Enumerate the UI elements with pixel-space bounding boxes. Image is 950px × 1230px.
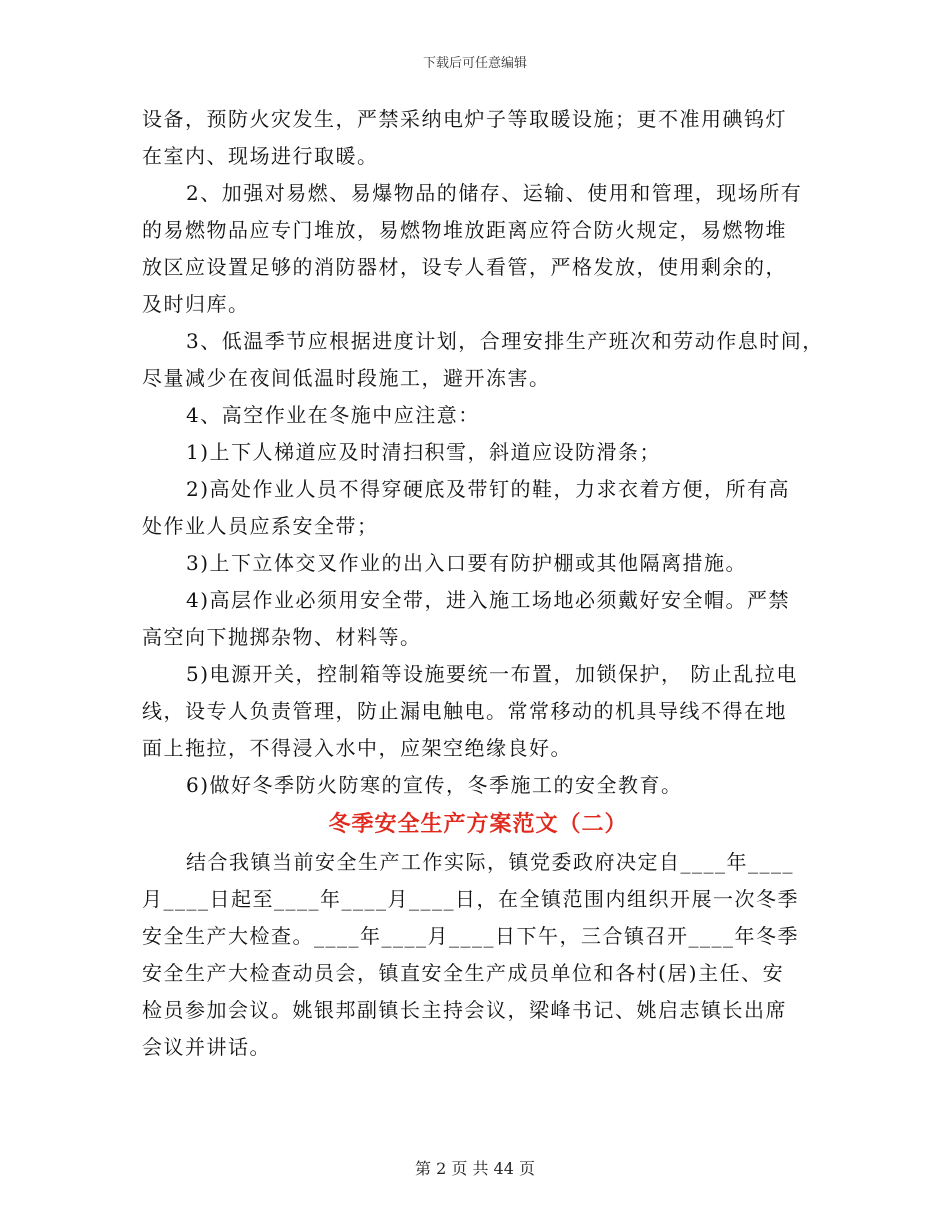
paragraph-start: 4、高空作业在冬施中应注意： xyxy=(186,403,480,427)
text-line: 线，设专人负责管理，防止漏电触电。常常移动的机具导线不得在地 xyxy=(142,699,787,723)
list-item: 2)高处作业人员不得穿硬底及带钉的鞋，力求衣着方便，所有高 xyxy=(186,477,791,501)
list-item: 1)上下人梯道应及时清扫积雪，斜道应设防滑条； xyxy=(186,440,662,464)
text-line: 处作业人员应系安全带； xyxy=(142,514,379,538)
text-line: 放区应设置足够的消防器材，设专人看管，严格发放，使用剩余的， xyxy=(142,255,787,279)
text-line: 会议并讲话。 xyxy=(142,1035,271,1059)
text-line: 设备，预防火灾发生，严禁采纳电炉子等取暖设施；更不准用碘钨灯 xyxy=(142,107,787,131)
list-item: 3)上下立体交叉作业的出入口要有防护棚或其他隔离措施。 xyxy=(186,551,748,575)
page-number: 第 2 页 共 44 页 xyxy=(415,1159,535,1178)
text-line: 安全生产大检查。____年____月____日下午，三合镇召开____年冬季 xyxy=(142,924,799,948)
paragraph-start: 2、加强对易燃、易爆物品的储存、运输、使用和管理，现场所有 xyxy=(186,181,803,205)
list-item: 6)做好冬季防火防寒的宣传，冬季施工的安全教育。 xyxy=(186,773,683,797)
text-line: 高空向下抛掷杂物、材料等。 xyxy=(142,625,422,649)
section-title: 冬季安全生产方案范文（二） xyxy=(328,811,628,837)
document-body xyxy=(142,101,824,1066)
text-line: 及时归库。 xyxy=(142,292,250,316)
text-line: 安全生产大检查动员会，镇直安全生产成员单位和各村(居)主任、安 xyxy=(142,961,785,985)
paragraph-start: 3、低温季节应根据进度计划，合理安排生产班次和劳动作息时间， xyxy=(186,329,824,353)
text-line: 的易燃物品应专门堆放，易燃物堆放距离应符合防火规定，易燃物堆 xyxy=(142,218,787,242)
text-line: 在室内、现场进行取暖。 xyxy=(142,144,379,168)
text-line: 面上拖拉，不得浸入水中，应架空绝缘良好。 xyxy=(142,736,572,760)
text-line: 检员参加会议。姚银邦副镇长主持会议，梁峰书记、姚启志镇长出席 xyxy=(142,998,787,1022)
text-line: 尽量减少在夜间低温时段施工，避开冻害。 xyxy=(142,366,551,390)
paragraph-start: 结合我镇当前安全生产工作实际，镇党委政府决定自____年____ xyxy=(186,850,794,874)
list-item: 5)电源开关，控制箱等设施要统一布置，加锁保护， 防止乱拉电 xyxy=(186,662,798,686)
list-item: 4)高层作业必须用安全带，进入施工场地必须戴好安全帽。严禁 xyxy=(186,588,791,612)
text-line: 月____日起至____年____月____日，在全镇范围内组织开展一次冬季 xyxy=(142,887,799,911)
page-header: 下载后可任意编辑 xyxy=(422,56,527,71)
